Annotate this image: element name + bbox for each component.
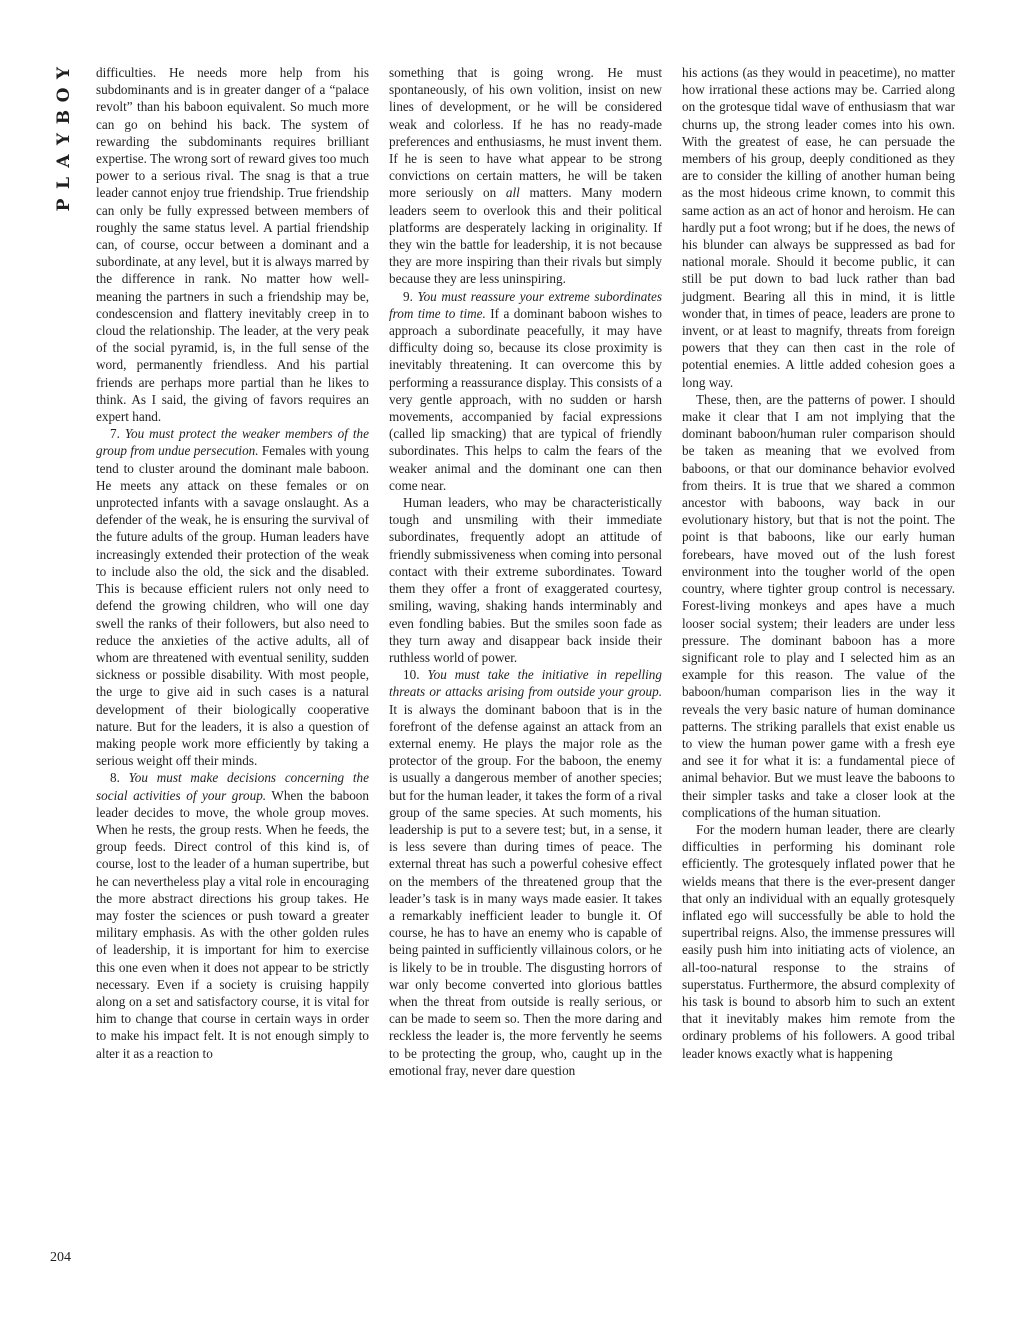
paragraph — [682, 64, 955, 391]
paragraph — [389, 494, 662, 666]
text-column-3 — [682, 64, 955, 1062]
paragraph-text: matters. Many modern leaders seem to overlook this and their political platforms are desperately lacking in originality. If they win the battle for leadership, it is not because they are more inspiring than their rivals but simply because they are less uninspiring. — [389, 185, 662, 287]
paragraph-text: Human leaders, who may be characteristically tough and unsmiling with their immediate subordinates, frequently adopt an attitude of friendly submissiveness when coming into personal contact with their extreme subordinates. Toward them they offer a front of exaggerated courtesy, smiling, waving, shaking hands interminably and even fondling babies. But the smiles soon fade as they turn away and disappear back inside their ruthless world of power. — [389, 495, 662, 665]
paragraph-text: It is always the dominant baboon that is in the forefront of the defense against an attack from an external enemy. He plays the major role as the protector of the group. For the baboon, the enemy is usually a dangerous member of another species; but for the human leader, it takes the form of a rival group of the same species. At such moments, his leadership is put to a severe test; but, in a sense, it is less severe than during times of peace. The external threat has such a powerful cohesive effect on the members of the threatened group that the leader’s task is in many ways made easier. It takes a remarkably inefficient leader to bungle it. Of course, he has to have an enemy who is capable of being painted in sufficiently villainous colors, or he is likely to be in trouble. The disgusting horrors of war only become converted into glorious battles when the threat from outside is really serious, or can be made to seem so. Then the more daring and reckless the leader is, the more fervently he seems to be protecting the group, who, caught up in the emotional fray, never dare question — [389, 701, 662, 1078]
rule-number: 10. — [403, 667, 428, 683]
masthead-letter: B — [54, 109, 74, 125]
text-column-1 — [96, 64, 369, 1062]
masthead-letter: Y — [54, 66, 74, 80]
rule-heading: You must reassure your extreme subordinates from time to time. — [389, 288, 662, 321]
page-number: 204 — [50, 1250, 71, 1265]
masthead-letter: A — [54, 154, 74, 168]
paragraph — [96, 64, 369, 425]
rule-number: 9. — [403, 288, 418, 304]
paragraph-text: Females with young tend to cluster around the dominant male baboon. He meets any attack on these females or on unprotected infants with a savage onslaught. As a defender of the weak, he is ensuring the survival of the future adults of the group. Human leaders have increasingly extended their protection of the weak to include also the old, the sick and the disabled. This is because efficient rulers not only need to defend the growing children, who will one day swell the ranks of their followers, but also need to reduce the anxieties of the active adults, all of whom are threatened with eventual senility, sudden sickness or possible disability. With most people, the urge to give aid in such cases is a natural development of their biologically cooperative nature. But for the leaders, it is also a question of making people work more efficiently by taking a serious weight off their minds. — [96, 443, 369, 769]
masthead-letter: Y — [54, 132, 74, 146]
italic-emphasis: all — [505, 185, 520, 201]
paragraph-text: For the modern human leader, there are clearly difficulties in performing his dominant role efficiently. The grotesquely inflated power that he wields means that there is the ever-present danger that only an individual with an equally grotesquely inflated ego will successfully be able to hold the supertribal reigns. Also, the immense pressures will easily push him into initiating acts of violence, an all-too-natural response to the strains of superstatus. Furthermore, the absurd complexity of his task is bound to absorb him to such an extent that it inevitably makes him remote from the ordinary problems of his followers. A good tribal leader knows exactly what is happening — [682, 821, 955, 1061]
paragraph — [682, 391, 955, 821]
paragraph — [682, 821, 955, 1062]
playboy-masthead — [52, 62, 76, 216]
rule-heading: You must make decisions concerning the social activities of your group. — [96, 770, 370, 803]
paragraph-rule-7 — [96, 425, 369, 769]
paragraph-rule-10 — [389, 666, 662, 1079]
masthead-letter: O — [54, 87, 74, 103]
paragraph-rule-9 — [389, 288, 662, 494]
paragraph — [389, 64, 662, 288]
rule-heading: You must protect the weaker members of the group from undue persecution. — [96, 426, 369, 459]
rule-number: 8. — [110, 770, 129, 786]
paragraph-text: difficulties. He needs more help from his subdominants and is in greater danger of a “palace revolt” than his baboon equivalent. So much more can go on behind his back. The system of rewarding the subdominants requires brilliant expertise. The wrong sort of reward gives too much power to a serious rival. The snag is that a true leader cannot enjoy true friendship. True friendship can only be fully expressed between members of roughly the same status level. A partial friendship can, of course, occur between a dominant and a subordinate, at any level, but it is always marred by the difference in rank. No matter how well-meaning the partners in such a friendship may be, condescension and flattery inevitably creep in to cloud the relationship. The leader, at the very peak of the social pyramid, is, in the full sense of the word, permanently friendless. And his partial friends are perhaps more partial than he likes to think. As I said, the giving of favors requires an expert hand. — [96, 65, 369, 425]
masthead-letter: P — [54, 198, 74, 212]
paragraph-text: When the baboon leader decides to move, the whole group moves. When he rests, the group rests. When he feeds, the group feeds. Direct control of this kind is, of course, lost to the leader of a human supertribe, but he can nevertheless play a vital role in encouraging the more abstract directions his group takes. He may foster the sciences or push toward a greater military emphasis. As with the other golden rules of leadership, it is important for him to exercise this one even when it does not appear to be strictly necessary. Even if a society is cruising happily along on a set and satisfactory course, it is vital for him to change that course in certain ways in order to make his impact felt. It is not enough simply to alter it as a reaction to — [96, 787, 369, 1061]
rule-number: 7. — [110, 426, 125, 442]
paragraph-text: his actions (as they would in peacetime), no matter how irrational these actions may be. Carried along on the grotesque tidal wave of enthusiasm that war churns up, the strong leader comes into his own. With the greatest of ease, he can persuade the members of his group, deeply conditioned as they are to consider the killing of another human being as the most hideous crime known, to commit this same action as an act of honor and heroism. He can hardly put a foot wrong; but if he does, the news of his blunder can always be suppressed as bad for national morale. Should it become public, it can still be put down to bad luck rather than bad judgment. Bearing all this in mind, it is little wonder that, in times of peace, leaders are prone to invent, or at least to magnify, threats from foreign powers that they can then cast in the role of potential enemies. A little added cohesion goes a long way. — [682, 65, 955, 390]
rule-heading: You must take the initiative in repelling threats or attacks arising from outside your group. — [389, 667, 662, 700]
paragraph-text: If a dominant baboon wishes to approach a subordinate peacefully, it may have difficulty doing so, because its close proximity is inevitably threatening. It can overcome this by performing a reassurance display. This consists of a very gentle approach, with no sudden or harsh movements, accompanied by facial expressions (called lip smacking) that are typical of friendly subordinates. This helps to calm the fears of the weaker animal and the dominant one can then come near. — [389, 305, 662, 493]
paragraph-text: These, then, are the patterns of power. I should make it clear that I am not implying that the dominant baboon/human ruler comparison should be taken as meaning that we evolved from baboons, or that our dominance behavior evolved from theirs. It is true that we shared a common ancestor with baboons, way back in our evolutionary history, but that is not the point. The point is that baboons, like our early human forebears, have moved out of the lush forest environment into the tougher world of the open country, where tighter group control is necessary. Forest-living monkeys and apes have a much looser social system; their leaders are under less pressure. The dominant baboon has a more significant role to play and I selected him as an example for this reason. The value of the baboon/human comparison lies in the way it reveals the very basic nature of human dominance patterns. The striking parallels that exist enable us to view the human power game with a fresh eye and see it for what it is: a fundamental piece of animal behavior. But we must leave the baboons to their simpler tasks and take a closer look at the complications of the human situation. — [682, 391, 955, 820]
text-column-2 — [389, 64, 662, 1079]
paragraph-rule-8 — [96, 769, 369, 1061]
masthead-letter: L — [54, 177, 74, 189]
paragraph-text: something that is going wrong. He must spontaneously, of his own volition, insist on new lines of development, or he will be considered weak and colorless. If he has no ready-made preferences and enthusiasms, he must invent them. If he is seen to have what appear to be strong convictions on certain matters, he will be taken more seriously on — [389, 65, 662, 201]
